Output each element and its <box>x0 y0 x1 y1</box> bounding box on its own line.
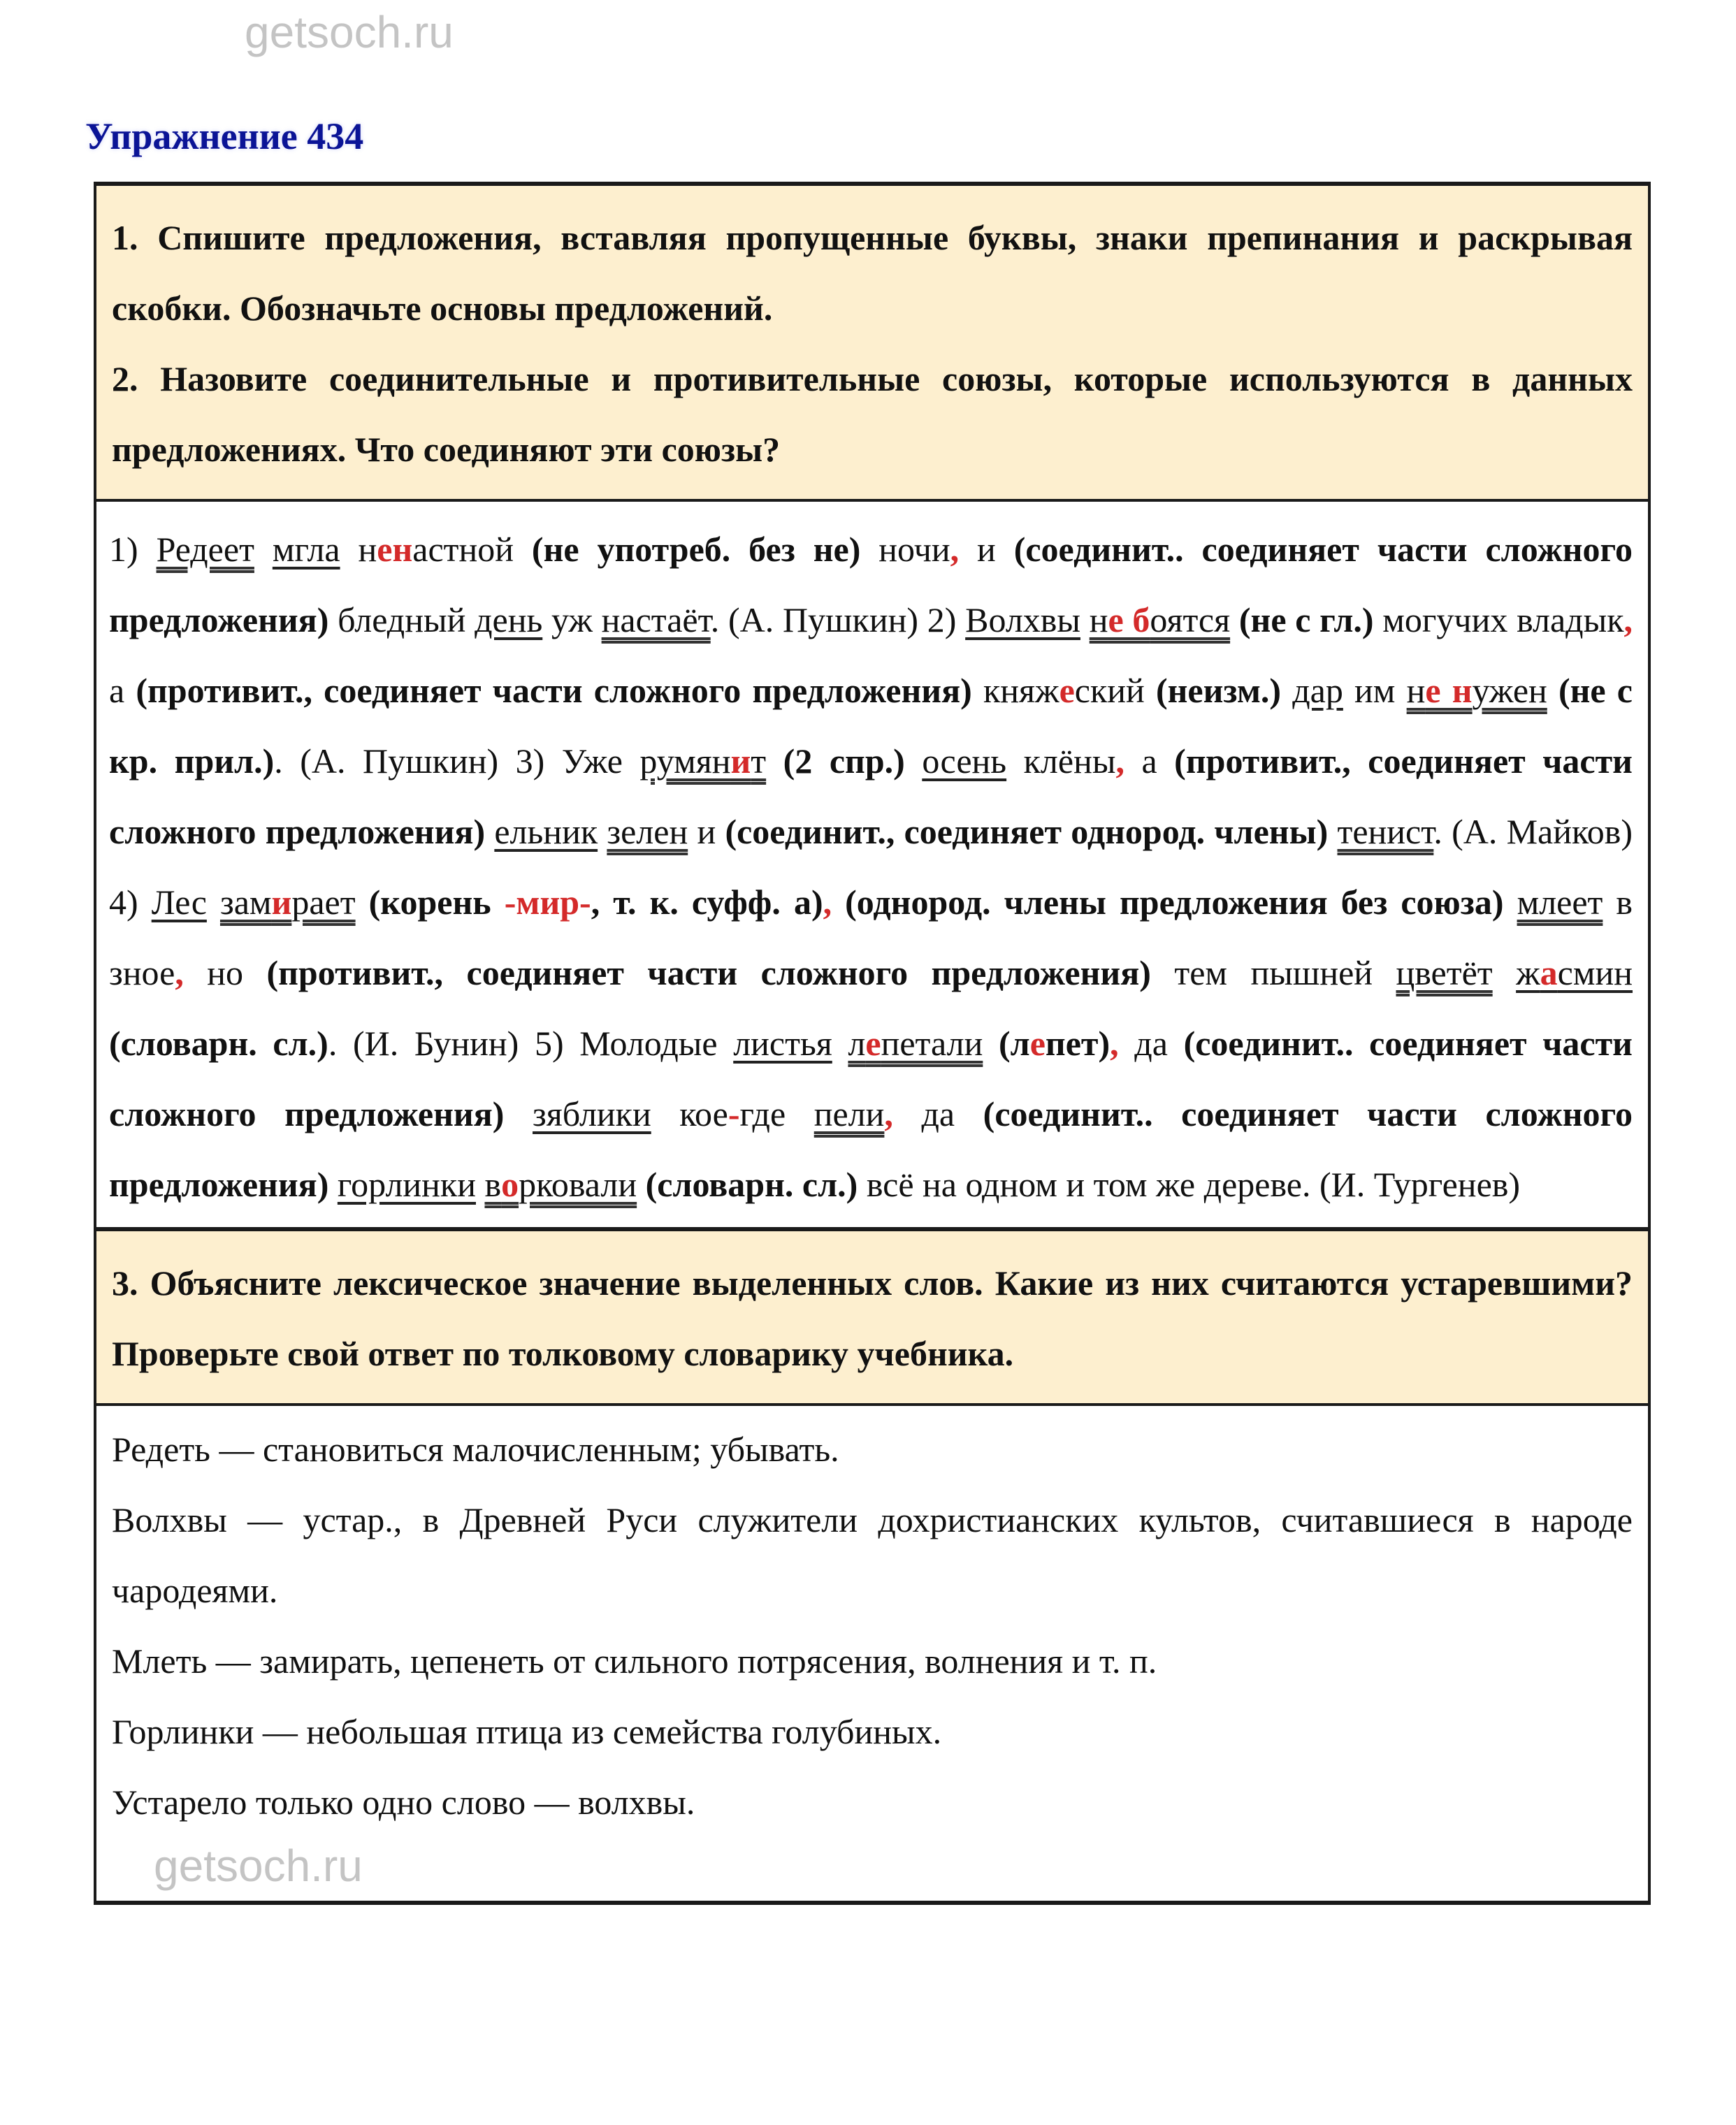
explanation: (не с гл.) <box>1238 600 1374 639</box>
task-item-2: 2. Назовите соединительные и противительные союзы, которые используются в данных предложениях. Что соединяют эти союзы? <box>112 359 1633 469</box>
answer-text-segment <box>637 1165 646 1204</box>
predicate-word: петали <box>881 1024 983 1063</box>
subject-word: день <box>475 600 543 639</box>
predicate-word: рает <box>291 883 356 922</box>
answer-text-segment <box>1080 600 1090 639</box>
explanation: (соединит.. соединяет части сложного предложения) <box>109 1094 1633 1204</box>
answer-text <box>96 499 1648 1227</box>
definitions <box>96 1406 1648 1901</box>
predicate-word: зелен <box>607 812 688 851</box>
answer-text-segment <box>598 812 607 851</box>
answer-text-segment <box>476 1165 485 1204</box>
answer-text-segment: . (А. Пушкин) 3) Уже <box>274 741 640 781</box>
definition-item: Горлинки — небольшая птица из семейства голубиных. <box>112 1712 942 1751</box>
predicate-word: л <box>848 1024 866 1063</box>
inserted-mark: , <box>1110 1024 1119 1063</box>
conclusion: Устарело только одно слово — волхвы. <box>112 1783 695 1822</box>
predicate-word: румян <box>639 741 731 781</box>
answer-text-segment <box>207 883 220 922</box>
subject-word: ельник <box>494 812 598 851</box>
predicate-word: настаёт <box>601 600 711 639</box>
predicate-word: т <box>751 741 767 781</box>
explanation: , т. к. суфф. а) <box>591 883 823 922</box>
answer-text-segment: где <box>739 1094 814 1133</box>
answer-text-segment: бледный <box>328 600 475 639</box>
explanation: (соединит., соединяет однород. члены) <box>725 812 1329 851</box>
definition-item: Млеть — замирать, цепенеть от сильного потрясения, волнения и т. п. <box>112 1641 1157 1681</box>
predicate-word: ужен <box>1472 671 1547 710</box>
explanation: (неизм.) <box>1155 671 1282 710</box>
answer-text-segment <box>832 883 845 922</box>
answer-text-segment <box>1547 671 1558 710</box>
inserted-mark: , <box>175 953 184 992</box>
predicate-word: пели <box>813 1094 885 1133</box>
answer-text-segment <box>1281 671 1292 710</box>
subject-word: а <box>1540 953 1558 992</box>
subject-word: мгла <box>272 530 340 569</box>
answer-text-segment: ский <box>1074 671 1156 710</box>
explanation: (не с кр. прил.) <box>109 671 1633 781</box>
exercise-title: Упражнение 434 <box>85 115 364 157</box>
watermark-row <box>112 1838 1633 1894</box>
answer-text-segment <box>328 1165 338 1204</box>
watermark: getsoch.ru <box>154 1841 363 1891</box>
answer-text-segment: . (А. Пушкин) 2) <box>710 600 966 639</box>
predicate-word: млеет <box>1517 883 1603 922</box>
answer-text-segment: всё на одном и том же дереве. (И. Тургенев) <box>858 1165 1521 1204</box>
explanation: (противит., соединяет части сложного предложения) <box>136 671 972 710</box>
answer-text-segment <box>356 883 369 922</box>
answer-text-segment: да <box>892 1094 983 1133</box>
task-item-3: 3. Объясните лексическое значение выделенных слов. Какие из них считаются устаревшими? Проверьте свой ответ по толковому словарику учебника. <box>112 1263 1633 1373</box>
task-instructions-1-2 <box>96 182 1648 499</box>
task-instructions-3 <box>96 1227 1648 1406</box>
predicate-word: тенист <box>1337 812 1434 851</box>
subject-word: дар <box>1292 671 1343 710</box>
answer-text-segment <box>1328 812 1337 851</box>
answer-text-segment <box>1230 600 1239 639</box>
answer-text-segment: и <box>959 530 1014 569</box>
answer-text-segment <box>504 1094 533 1133</box>
predicate-word: н <box>1406 671 1426 710</box>
predicate-word: н <box>1089 600 1108 639</box>
answer-text-segment: и <box>688 812 725 851</box>
subject-word: листья <box>733 1024 832 1063</box>
answer-text-segment: им <box>1343 671 1407 710</box>
explanation: (соединит.. соединяет части сложного предложения) <box>109 530 1633 639</box>
answer-text-segment <box>832 1024 848 1063</box>
predicate-word: Редеет <box>156 530 254 569</box>
answer-text-segment: тем пышней <box>1150 953 1396 992</box>
predicate-word: оятся <box>1150 600 1231 639</box>
inserted-mark: , <box>823 883 832 922</box>
answer-text-segment: а <box>109 671 136 710</box>
answer-text-segment: . (А. Майков) 4) <box>109 812 1633 922</box>
answer-text-segment <box>766 741 783 781</box>
predicate-word: в <box>484 1165 502 1204</box>
answer-text-segment: 1) <box>109 530 157 569</box>
predicate-word: цветёт <box>1396 953 1493 992</box>
inserted-mark: е <box>1029 1024 1046 1063</box>
predicate-word: е н <box>1425 671 1473 710</box>
answer-text-segment <box>254 530 273 569</box>
predicate-word: рковали <box>519 1165 637 1204</box>
answer-text-segment: но <box>183 953 267 992</box>
predicate-word: е б <box>1108 600 1150 639</box>
explanation: (противит., соединяет части сложного предложения) <box>109 741 1633 851</box>
answer-text-segment <box>1493 953 1516 992</box>
explanation: (однород. члены предложения без союза) <box>845 883 1504 922</box>
answer-text-segment: . (И. Бунин) 5) Молодые <box>328 1024 734 1063</box>
inserted-mark: , <box>884 1094 893 1133</box>
top-bar <box>0 0 1736 70</box>
explanation: (корень <box>368 883 505 922</box>
definition-item: Волхвы — устар., в Древней Руси служители дохристианских культов, считавшиеся в народе чародеями. <box>112 1500 1633 1610</box>
answer-text-segment <box>485 812 494 851</box>
predicate-word: зам <box>219 883 272 922</box>
explanation: (не употреб. без не) <box>531 530 861 569</box>
answer-text-segment <box>983 1024 999 1063</box>
answer-text-segment: уж <box>542 600 602 639</box>
answer-text-segment: в зное <box>109 883 1633 992</box>
inserted-mark: , <box>1623 600 1633 639</box>
answer-text-segment <box>1504 883 1517 922</box>
predicate-word: е <box>865 1024 881 1063</box>
subject-word: Лес <box>151 883 207 922</box>
inserted-mark: ен <box>377 530 413 569</box>
answer-text-segment: астной <box>412 530 532 569</box>
answer-text-segment: княж <box>971 671 1059 710</box>
answer-text-segment: а <box>1124 741 1175 781</box>
explanation: (соединит.. соединяет части сложного предложения) <box>109 1024 1633 1133</box>
explanation: (словарн. сл.) <box>109 1024 328 1063</box>
explanation: (2 спр.) <box>783 741 905 781</box>
explanation: (словарн. сл.) <box>645 1165 858 1204</box>
definition-item: Редеть — становиться малочисленным; убывать. <box>112 1430 839 1469</box>
inserted-mark: -мир- <box>504 883 591 922</box>
subject-word: ж <box>1516 953 1540 992</box>
explanation: (противит., соединяет части сложного предложения) <box>266 953 1151 992</box>
subject-word: Волхвы <box>965 600 1080 639</box>
answer-text-segment <box>905 741 923 781</box>
subject-word: горлинки <box>337 1165 476 1204</box>
answer-text-segment: н <box>340 530 377 569</box>
explanation: пет) <box>1045 1024 1111 1063</box>
answer-text-segment: ночи <box>860 530 950 569</box>
subject-word: осень <box>922 741 1007 781</box>
watermark: getsoch.ru <box>245 7 454 57</box>
subject-word: смин <box>1557 953 1633 992</box>
answer-text-segment: кое <box>651 1094 728 1133</box>
predicate-word: и <box>730 741 751 781</box>
predicate-word: и <box>271 883 292 922</box>
inserted-mark: , <box>950 530 960 569</box>
answer-text-segment: могучих владык <box>1373 600 1624 639</box>
exercise-frame <box>94 182 1651 1905</box>
inserted-mark: - <box>728 1094 740 1133</box>
explanation: (л <box>999 1024 1030 1063</box>
inserted-mark: , <box>1115 741 1124 781</box>
predicate-word: о <box>501 1165 519 1204</box>
subject-word: зяблики <box>533 1094 651 1133</box>
answer-text-segment: да <box>1118 1024 1184 1063</box>
answer-text-segment: клёны <box>1006 741 1116 781</box>
inserted-mark: е <box>1059 671 1075 710</box>
task-item-1: 1. Спишите предложения, вставляя пропущенные буквы, знаки препинания и раскрывая скобки. Обозначьте основы предложений. <box>112 218 1633 328</box>
